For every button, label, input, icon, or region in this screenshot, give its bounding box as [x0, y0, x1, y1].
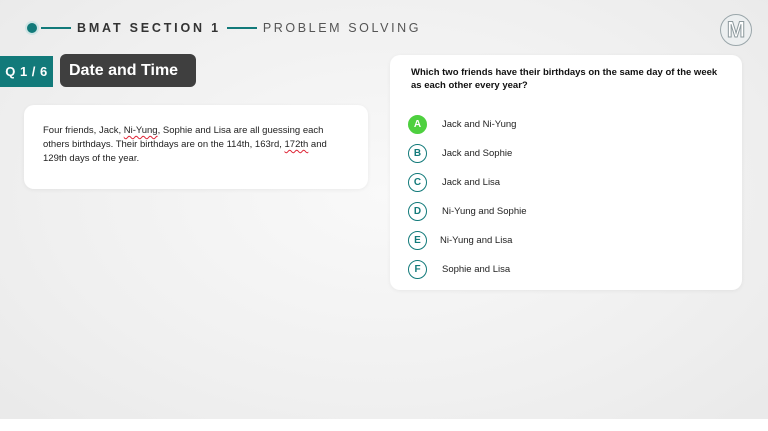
header-line	[227, 27, 257, 29]
question-counter-badge: Q 1 / 6	[0, 56, 53, 87]
option-d[interactable]	[408, 201, 708, 221]
question-card	[390, 55, 742, 290]
option-label: Jack and Sophie	[442, 147, 513, 159]
passage-part: , Sophie and Lisa are all guessing each others birthdays. Their birthdays are on the 114th, 163rd,	[43, 125, 324, 150]
passage-ordinal-misspelled: 172th	[284, 139, 309, 150]
option-b[interactable]	[408, 143, 708, 163]
section-header	[25, 17, 421, 39]
option-a[interactable]	[408, 114, 708, 134]
passage-part: and 129th days of the year.	[43, 139, 327, 164]
option-label: Sophie and Lisa	[442, 263, 511, 275]
option-label: Jack and Ni-Yung	[442, 118, 517, 130]
option-f[interactable]	[408, 259, 708, 279]
progress-dot-icon	[25, 21, 39, 35]
option-letter: E	[408, 231, 427, 250]
option-letter: D	[408, 202, 427, 221]
option-letter: C	[408, 173, 427, 192]
topic-title: Date and Time	[60, 54, 196, 87]
option-letter-selected: A	[408, 115, 427, 134]
bottom-bar	[0, 419, 768, 431]
option-e[interactable]	[408, 230, 708, 250]
brand-logo-icon[interactable]	[720, 14, 752, 46]
passage-text	[43, 124, 343, 166]
question-text: Which two friends have their birthdays on the same day of the week as each other every year?	[411, 67, 718, 91]
passage-name-misspelled: Ni-Yung	[123, 125, 158, 136]
section-title: BMAT SECTION 1	[77, 21, 221, 35]
section-topic: PROBLEM SOLVING	[262, 21, 422, 35]
option-label: Jack and Lisa	[442, 176, 501, 188]
passage-part: Four friends, Jack,	[43, 125, 124, 136]
option-label: Ni-Yung and Lisa	[440, 234, 513, 246]
option-c[interactable]	[408, 172, 708, 192]
passage-card	[24, 105, 368, 189]
option-label: Ni-Yung and Sophie	[442, 205, 527, 217]
logo-letter: M	[726, 17, 746, 42]
header-line	[41, 27, 71, 29]
option-letter: F	[408, 260, 427, 279]
option-letter: B	[408, 144, 427, 163]
